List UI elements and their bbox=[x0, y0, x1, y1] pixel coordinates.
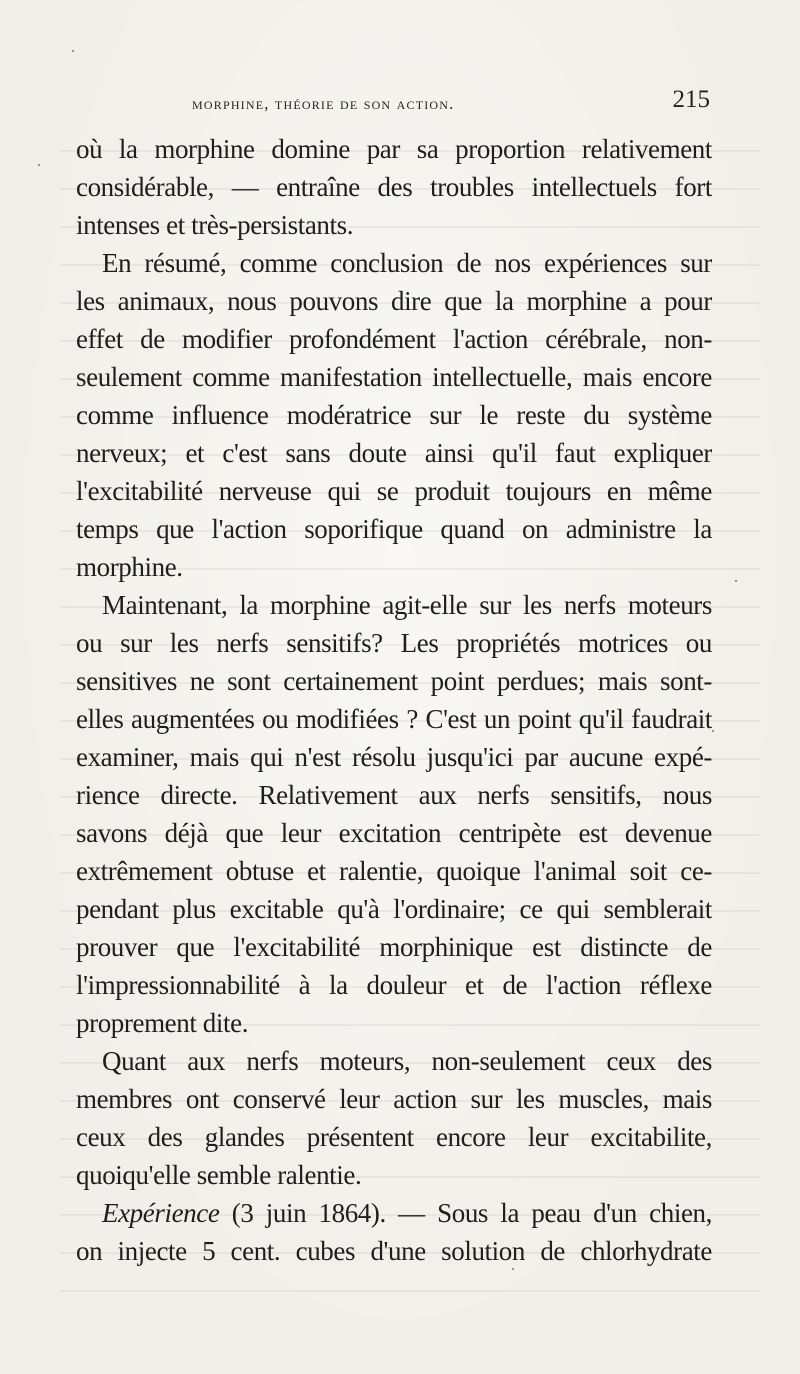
text-line: prouver que l'excitabilité morphinique est distincte de bbox=[76, 932, 712, 962]
experiment-line bbox=[76, 1194, 712, 1232]
text-line: seulement comme manifestation intellectuelle, mais encore bbox=[76, 362, 712, 392]
paragraph-start-line: Quant aux nerfs moteurs, non-seulement ceux des bbox=[102, 1046, 712, 1076]
text-line: quoiqu'elle semble ralentie. bbox=[76, 1160, 362, 1190]
text-line: membres ont conservé leur action sur les muscles, mais bbox=[76, 1084, 712, 1114]
paragraph-start-line: Maintenant, la morphine agit-elle sur les nerfs moteurs bbox=[102, 590, 712, 620]
text-line: considérable, — entraîne des troubles intellectuels fort bbox=[76, 172, 712, 202]
body-text bbox=[76, 130, 712, 1270]
text-line: l'impressionnabilité à la douleur et de l'action réflexe bbox=[76, 970, 712, 1000]
text-line: ceux des glandes présentent encore leur excitabilite, bbox=[76, 1122, 712, 1152]
experiment-text: (3 juin 1864). — Sous la peau d'un chien, bbox=[219, 1198, 712, 1228]
page-header bbox=[192, 88, 712, 124]
text-line: où la morphine domine par sa proportion relativement bbox=[76, 134, 712, 164]
text-line: pendant plus excitable qu'à l'ordinaire; ce qui semblerait bbox=[76, 894, 712, 924]
text-line: extrêmement obtuse et ralentie, quoique l'animal soit ce- bbox=[76, 856, 712, 886]
paper-speck bbox=[735, 580, 737, 582]
page-number: 215 bbox=[672, 86, 710, 113]
text-line: temps que l'action soporifique quand on administre la bbox=[76, 514, 712, 544]
text-line: savons déjà que leur excitation centripète est devenue bbox=[76, 818, 712, 848]
running-title: morphine, théorie de son action. bbox=[192, 94, 455, 113]
text-line: l'excitabilité nerveuse qui se produit toujours en même bbox=[76, 476, 712, 506]
text-line: proprement dite. bbox=[76, 1008, 249, 1038]
text-line: comme influence modératrice sur le reste du système bbox=[76, 400, 712, 430]
text-line: rience directe. Relativement aux nerfs sensitifs, nous bbox=[76, 780, 712, 810]
text-line: elles augmentées ou modifiées ? C'est un point qu'il faudrait bbox=[76, 704, 712, 734]
paper-speck bbox=[712, 730, 714, 732]
text-line: intenses et très-persistants. bbox=[76, 210, 354, 240]
text-line: ou sur les nerfs sensitifs? Les propriétés motrices ou bbox=[76, 628, 712, 658]
text-line: sensitives ne sont certainement point perdues; mais sont- bbox=[76, 666, 712, 696]
paper-speck bbox=[72, 50, 74, 52]
text-line: les animaux, nous pouvons dire que la morphine a pour bbox=[76, 286, 712, 316]
text-line: nerveux; et c'est sans doute ainsi qu'il faut expliquer bbox=[76, 438, 712, 468]
text-line: effet de modifier profondément l'action cérébrale, non- bbox=[76, 324, 712, 354]
experiment-label: Expérience bbox=[102, 1198, 220, 1228]
paragraph-start-line: En résumé, comme conclusion de nos expériences sur bbox=[102, 248, 712, 278]
text-line: morphine. bbox=[76, 552, 183, 582]
text-line: on injecte 5 cent. cubes d'une solution de chlorhydrate bbox=[76, 1236, 712, 1266]
paper-speck bbox=[38, 164, 40, 166]
text-line: examiner, mais qui n'est résolu jusqu'ici par aucune expé- bbox=[76, 742, 712, 772]
